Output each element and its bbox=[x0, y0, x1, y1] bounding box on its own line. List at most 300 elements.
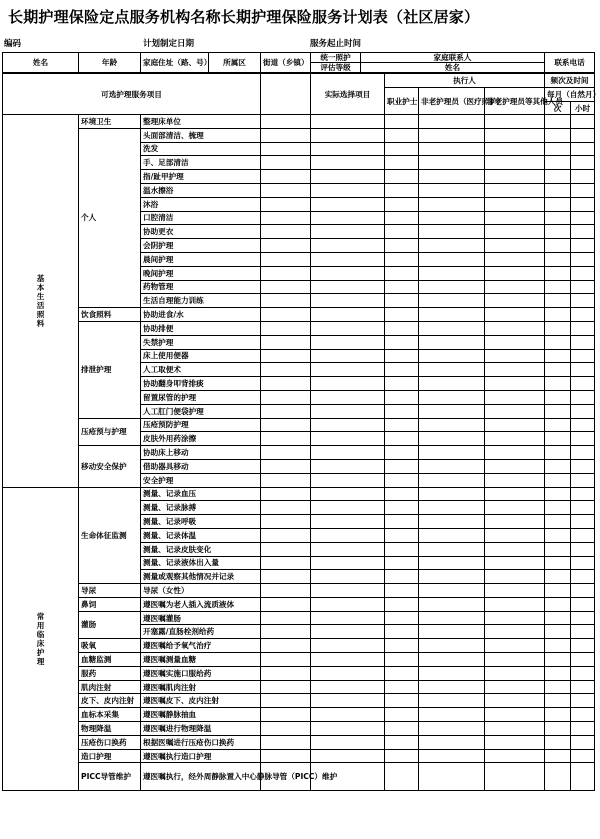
times-cell[interactable] bbox=[545, 459, 571, 473]
actual-selection-cell[interactable] bbox=[311, 377, 385, 391]
nurse-cell[interactable] bbox=[385, 501, 419, 515]
actual-selection-cell[interactable] bbox=[311, 280, 385, 294]
other-caregiver-cell[interactable] bbox=[485, 597, 545, 611]
nurse-cell[interactable] bbox=[385, 556, 419, 570]
times-cell[interactable] bbox=[545, 390, 571, 404]
other-caregiver-cell[interactable] bbox=[485, 239, 545, 253]
hours-cell[interactable] bbox=[571, 170, 595, 184]
hours-cell[interactable] bbox=[571, 487, 595, 501]
actual-selection-cell[interactable] bbox=[311, 183, 385, 197]
other-caregiver-cell[interactable] bbox=[485, 611, 545, 625]
nurse-cell[interactable] bbox=[385, 377, 419, 391]
other-caregiver-cell[interactable] bbox=[485, 708, 545, 722]
times-cell[interactable] bbox=[545, 473, 571, 487]
nonmed-caregiver-cell[interactable] bbox=[419, 763, 485, 791]
other-caregiver-cell[interactable] bbox=[485, 473, 545, 487]
hours-cell[interactable] bbox=[571, 515, 595, 529]
other-caregiver-cell[interactable] bbox=[485, 515, 545, 529]
actual-selection-cell[interactable] bbox=[311, 722, 385, 736]
hours-cell[interactable] bbox=[571, 183, 595, 197]
nonmed-caregiver-cell[interactable] bbox=[419, 446, 485, 460]
nurse-cell[interactable] bbox=[385, 142, 419, 156]
other-caregiver-cell[interactable] bbox=[485, 556, 545, 570]
other-caregiver-cell[interactable] bbox=[485, 432, 545, 446]
other-caregiver-cell[interactable] bbox=[485, 666, 545, 680]
nonmed-caregiver-cell[interactable] bbox=[419, 115, 485, 129]
nurse-cell[interactable] bbox=[385, 197, 419, 211]
nonmed-caregiver-cell[interactable] bbox=[419, 170, 485, 184]
nurse-cell[interactable] bbox=[385, 225, 419, 239]
hours-cell[interactable] bbox=[571, 639, 595, 653]
actual-selection-cell[interactable] bbox=[311, 625, 385, 639]
nonmed-caregiver-cell[interactable] bbox=[419, 225, 485, 239]
other-caregiver-cell[interactable] bbox=[485, 749, 545, 763]
times-cell[interactable] bbox=[545, 611, 571, 625]
times-cell[interactable] bbox=[545, 239, 571, 253]
times-cell[interactable] bbox=[545, 694, 571, 708]
nurse-cell[interactable] bbox=[385, 528, 419, 542]
actual-selection-cell[interactable] bbox=[311, 446, 385, 460]
actual-selection-cell[interactable] bbox=[311, 749, 385, 763]
other-caregiver-cell[interactable] bbox=[485, 542, 545, 556]
other-caregiver-cell[interactable] bbox=[485, 680, 545, 694]
service-item: 失禁护理 bbox=[141, 335, 261, 349]
nonmed-caregiver-cell[interactable] bbox=[419, 211, 485, 225]
other-caregiver-cell[interactable] bbox=[485, 694, 545, 708]
hours-cell[interactable] bbox=[571, 459, 595, 473]
nurse-cell[interactable] bbox=[385, 625, 419, 639]
service-item: 留置尿管的护理 bbox=[141, 390, 261, 404]
nurse-cell[interactable] bbox=[385, 211, 419, 225]
times-cell[interactable] bbox=[545, 142, 571, 156]
hours-cell[interactable] bbox=[571, 211, 595, 225]
nurse-cell[interactable] bbox=[385, 446, 419, 460]
hours-cell[interactable] bbox=[571, 446, 595, 460]
hours-cell[interactable] bbox=[571, 280, 595, 294]
nonmed-caregiver-cell[interactable] bbox=[419, 321, 485, 335]
nurse-cell[interactable] bbox=[385, 128, 419, 142]
nonmed-caregiver-cell[interactable] bbox=[419, 749, 485, 763]
nurse-cell[interactable] bbox=[385, 763, 419, 791]
nonmed-caregiver-cell[interactable] bbox=[419, 418, 485, 432]
times-cell[interactable] bbox=[545, 584, 571, 598]
other-caregiver-cell[interactable] bbox=[485, 570, 545, 584]
hours-cell[interactable] bbox=[571, 473, 595, 487]
times-cell[interactable] bbox=[545, 363, 571, 377]
service-item: 会阴护理 bbox=[141, 239, 261, 253]
hours-cell[interactable] bbox=[571, 625, 595, 639]
service-item: 晚间护理 bbox=[141, 266, 261, 280]
actual-selection-cell[interactable] bbox=[311, 418, 385, 432]
hours-cell[interactable] bbox=[571, 722, 595, 736]
nonmed-caregiver-cell[interactable] bbox=[419, 459, 485, 473]
spacer-cell bbox=[261, 735, 311, 749]
times-cell[interactable] bbox=[545, 680, 571, 694]
actual-selection-cell[interactable] bbox=[311, 515, 385, 529]
other-caregiver-cell[interactable] bbox=[485, 266, 545, 280]
actual-selection-cell[interactable] bbox=[311, 321, 385, 335]
hours-cell[interactable] bbox=[571, 570, 595, 584]
times-cell[interactable] bbox=[545, 625, 571, 639]
hours-cell[interactable] bbox=[571, 225, 595, 239]
actual-selection-cell[interactable] bbox=[311, 349, 385, 363]
nurse-cell[interactable] bbox=[385, 294, 419, 308]
times-cell[interactable] bbox=[545, 735, 571, 749]
other-caregiver-cell[interactable] bbox=[485, 390, 545, 404]
times-cell[interactable] bbox=[545, 156, 571, 170]
hours-cell[interactable] bbox=[571, 653, 595, 667]
nurse-cell[interactable] bbox=[385, 363, 419, 377]
hours-cell[interactable] bbox=[571, 680, 595, 694]
times-cell[interactable] bbox=[545, 597, 571, 611]
other-caregiver-cell[interactable] bbox=[485, 252, 545, 266]
times-cell[interactable] bbox=[545, 653, 571, 667]
nurse-cell[interactable] bbox=[385, 418, 419, 432]
spacer-cell bbox=[261, 653, 311, 667]
times-cell[interactable] bbox=[545, 515, 571, 529]
times-cell[interactable] bbox=[545, 542, 571, 556]
nurse-cell[interactable] bbox=[385, 156, 419, 170]
actual-selection-cell[interactable] bbox=[311, 294, 385, 308]
hours-cell[interactable] bbox=[571, 528, 595, 542]
actual-selection-cell[interactable] bbox=[311, 156, 385, 170]
nonmed-caregiver-cell[interactable] bbox=[419, 542, 485, 556]
actual-selection-cell[interactable] bbox=[311, 170, 385, 184]
times-cell[interactable] bbox=[545, 197, 571, 211]
other-caregiver-cell[interactable] bbox=[485, 377, 545, 391]
nurse-cell[interactable] bbox=[385, 252, 419, 266]
nurse-cell[interactable] bbox=[385, 459, 419, 473]
nonmed-caregiver-cell[interactable] bbox=[419, 611, 485, 625]
other-caregiver-cell[interactable] bbox=[485, 446, 545, 460]
nonmed-caregiver-cell[interactable] bbox=[419, 570, 485, 584]
nonmed-caregiver-cell[interactable] bbox=[419, 266, 485, 280]
hours-cell[interactable] bbox=[571, 708, 595, 722]
hours-cell[interactable] bbox=[571, 584, 595, 598]
times-cell[interactable] bbox=[545, 225, 571, 239]
nonmed-caregiver-cell[interactable] bbox=[419, 639, 485, 653]
other-caregiver-cell[interactable] bbox=[485, 128, 545, 142]
actual-selection-cell[interactable] bbox=[311, 211, 385, 225]
spacer-cell bbox=[261, 280, 311, 294]
nonmed-caregiver-cell[interactable] bbox=[419, 335, 485, 349]
nurse-cell[interactable] bbox=[385, 708, 419, 722]
times-cell[interactable] bbox=[545, 266, 571, 280]
actual-selection-cell[interactable] bbox=[311, 459, 385, 473]
nonmed-caregiver-cell[interactable] bbox=[419, 625, 485, 639]
nonmed-caregiver-cell[interactable] bbox=[419, 142, 485, 156]
nurse-cell[interactable] bbox=[385, 170, 419, 184]
times-cell[interactable] bbox=[545, 708, 571, 722]
times-cell[interactable] bbox=[545, 666, 571, 680]
actual-selection-cell[interactable] bbox=[311, 239, 385, 253]
nonmed-caregiver-cell[interactable] bbox=[419, 556, 485, 570]
actual-selection-cell[interactable] bbox=[311, 666, 385, 680]
hours-cell[interactable] bbox=[571, 694, 595, 708]
hours-cell[interactable] bbox=[571, 266, 595, 280]
other-caregiver-cell[interactable] bbox=[485, 501, 545, 515]
nurse-cell[interactable] bbox=[385, 611, 419, 625]
actual-selection-cell[interactable] bbox=[311, 597, 385, 611]
nonmed-caregiver-cell[interactable] bbox=[419, 432, 485, 446]
nonmed-caregiver-cell[interactable] bbox=[419, 473, 485, 487]
nonmed-caregiver-cell[interactable] bbox=[419, 515, 485, 529]
times-cell[interactable] bbox=[545, 335, 571, 349]
hours-cell[interactable] bbox=[571, 735, 595, 749]
nurse-cell[interactable] bbox=[385, 183, 419, 197]
hours-cell[interactable] bbox=[571, 749, 595, 763]
nonmed-caregiver-cell[interactable] bbox=[419, 666, 485, 680]
nurse-cell[interactable] bbox=[385, 432, 419, 446]
hours-cell[interactable] bbox=[571, 501, 595, 515]
hours-cell[interactable] bbox=[571, 542, 595, 556]
actual-selection-cell[interactable] bbox=[311, 528, 385, 542]
actual-selection-cell[interactable] bbox=[311, 556, 385, 570]
actual-selection-cell[interactable] bbox=[311, 404, 385, 418]
hours-cell[interactable] bbox=[571, 556, 595, 570]
other-caregiver-cell[interactable] bbox=[485, 335, 545, 349]
times-cell[interactable] bbox=[545, 639, 571, 653]
nurse-cell[interactable] bbox=[385, 321, 419, 335]
nurse-cell[interactable] bbox=[385, 308, 419, 322]
actual-selection-cell[interactable] bbox=[311, 197, 385, 211]
hours-cell[interactable] bbox=[571, 294, 595, 308]
nonmed-caregiver-cell[interactable] bbox=[419, 128, 485, 142]
actual-selection-cell[interactable] bbox=[311, 142, 385, 156]
times-cell[interactable] bbox=[545, 404, 571, 418]
nonmed-caregiver-cell[interactable] bbox=[419, 280, 485, 294]
hours-cell[interactable] bbox=[571, 335, 595, 349]
nurse-cell[interactable] bbox=[385, 722, 419, 736]
nurse-cell[interactable] bbox=[385, 542, 419, 556]
nurse-cell[interactable] bbox=[385, 349, 419, 363]
hours-cell[interactable] bbox=[571, 404, 595, 418]
other-caregiver-cell[interactable] bbox=[485, 321, 545, 335]
other-caregiver-cell[interactable] bbox=[485, 459, 545, 473]
nurse-cell[interactable] bbox=[385, 639, 419, 653]
other-caregiver-cell[interactable] bbox=[485, 294, 545, 308]
hours-cell[interactable] bbox=[571, 156, 595, 170]
other-caregiver-cell[interactable] bbox=[485, 404, 545, 418]
hours-cell[interactable] bbox=[571, 115, 595, 129]
nurse-cell[interactable] bbox=[385, 115, 419, 129]
actual-selection-cell[interactable] bbox=[311, 653, 385, 667]
other-caregiver-cell[interactable] bbox=[485, 183, 545, 197]
hours-cell[interactable] bbox=[571, 197, 595, 211]
nurse-cell[interactable] bbox=[385, 266, 419, 280]
actual-selection-cell[interactable] bbox=[311, 680, 385, 694]
actual-selection-cell[interactable] bbox=[311, 708, 385, 722]
nonmed-caregiver-cell[interactable] bbox=[419, 349, 485, 363]
other-caregiver-cell[interactable] bbox=[485, 170, 545, 184]
spacer-cell bbox=[261, 239, 311, 253]
actual-selection-cell[interactable] bbox=[311, 308, 385, 322]
nurse-cell[interactable] bbox=[385, 335, 419, 349]
hours-cell[interactable] bbox=[571, 597, 595, 611]
actual-selection-cell[interactable] bbox=[311, 363, 385, 377]
nurse-cell[interactable] bbox=[385, 515, 419, 529]
times-cell[interactable] bbox=[545, 501, 571, 515]
hours-cell[interactable] bbox=[571, 418, 595, 432]
other-caregiver-cell[interactable] bbox=[485, 308, 545, 322]
times-cell[interactable] bbox=[545, 432, 571, 446]
nurse-cell[interactable] bbox=[385, 749, 419, 763]
times-cell[interactable] bbox=[545, 763, 571, 791]
hours-cell[interactable] bbox=[571, 142, 595, 156]
nonmed-caregiver-cell[interactable] bbox=[419, 722, 485, 736]
other-caregiver-cell[interactable] bbox=[485, 528, 545, 542]
other-caregiver-cell[interactable] bbox=[485, 639, 545, 653]
nonmed-caregiver-cell[interactable] bbox=[419, 294, 485, 308]
nurse-cell[interactable] bbox=[385, 570, 419, 584]
nurse-cell[interactable] bbox=[385, 280, 419, 294]
times-cell[interactable] bbox=[545, 446, 571, 460]
nonmed-caregiver-cell[interactable] bbox=[419, 404, 485, 418]
actual-selection-cell[interactable] bbox=[311, 252, 385, 266]
nurse-cell[interactable] bbox=[385, 404, 419, 418]
nonmed-caregiver-cell[interactable] bbox=[419, 197, 485, 211]
actual-selection-cell[interactable] bbox=[311, 390, 385, 404]
actual-selection-cell[interactable] bbox=[311, 611, 385, 625]
actual-selection-cell[interactable] bbox=[311, 128, 385, 142]
nonmed-caregiver-cell[interactable] bbox=[419, 584, 485, 598]
spacer-cell bbox=[261, 197, 311, 211]
actual-selection-cell[interactable] bbox=[311, 694, 385, 708]
nonmed-caregiver-cell[interactable] bbox=[419, 308, 485, 322]
hours-cell[interactable] bbox=[571, 349, 595, 363]
actual-selection-cell[interactable] bbox=[311, 542, 385, 556]
other-caregiver-cell[interactable] bbox=[485, 211, 545, 225]
nurse-cell[interactable] bbox=[385, 735, 419, 749]
actual-selection-cell[interactable] bbox=[311, 266, 385, 280]
other-caregiver-cell[interactable] bbox=[485, 142, 545, 156]
times-cell[interactable] bbox=[545, 349, 571, 363]
service-item: 头面部清洁、梳理 bbox=[141, 128, 261, 142]
nonmed-caregiver-cell[interactable] bbox=[419, 390, 485, 404]
times-cell[interactable] bbox=[545, 418, 571, 432]
other-caregiver-cell[interactable] bbox=[485, 418, 545, 432]
actual-selection-cell[interactable] bbox=[311, 735, 385, 749]
hours-cell[interactable] bbox=[571, 432, 595, 446]
nonmed-caregiver-cell[interactable] bbox=[419, 735, 485, 749]
actual-selection-cell[interactable] bbox=[311, 584, 385, 598]
times-cell[interactable] bbox=[545, 570, 571, 584]
hours-cell[interactable] bbox=[571, 666, 595, 680]
other-caregiver-cell[interactable] bbox=[485, 225, 545, 239]
hours-cell[interactable] bbox=[571, 611, 595, 625]
times-cell[interactable] bbox=[545, 183, 571, 197]
times-cell[interactable] bbox=[545, 487, 571, 501]
nonmed-caregiver-cell[interactable] bbox=[419, 377, 485, 391]
hours-cell[interactable] bbox=[571, 308, 595, 322]
nonmed-caregiver-cell[interactable] bbox=[419, 597, 485, 611]
service-item: 协助床上移动 bbox=[141, 446, 261, 460]
times-cell[interactable] bbox=[545, 321, 571, 335]
other-caregiver-cell[interactable] bbox=[485, 653, 545, 667]
times-cell[interactable] bbox=[545, 280, 571, 294]
nurse-cell[interactable] bbox=[385, 473, 419, 487]
actual-selection-cell[interactable] bbox=[311, 501, 385, 515]
nonmed-caregiver-cell[interactable] bbox=[419, 239, 485, 253]
nurse-cell[interactable] bbox=[385, 694, 419, 708]
nurse-cell[interactable] bbox=[385, 680, 419, 694]
other-caregiver-cell[interactable] bbox=[485, 722, 545, 736]
nonmed-caregiver-cell[interactable] bbox=[419, 708, 485, 722]
nurse-cell[interactable] bbox=[385, 584, 419, 598]
times-cell[interactable] bbox=[545, 128, 571, 142]
times-cell[interactable] bbox=[545, 170, 571, 184]
nonmed-caregiver-cell[interactable] bbox=[419, 363, 485, 377]
hours-cell[interactable] bbox=[571, 377, 595, 391]
nonmed-caregiver-cell[interactable] bbox=[419, 653, 485, 667]
nurse-cell[interactable] bbox=[385, 390, 419, 404]
other-caregiver-cell[interactable] bbox=[485, 197, 545, 211]
other-caregiver-cell[interactable] bbox=[485, 115, 545, 129]
hours-cell[interactable] bbox=[571, 763, 595, 791]
hours-cell[interactable] bbox=[571, 252, 595, 266]
hours-cell[interactable] bbox=[571, 321, 595, 335]
actual-selection-cell[interactable] bbox=[311, 487, 385, 501]
times-cell[interactable] bbox=[545, 528, 571, 542]
nurse-cell[interactable] bbox=[385, 653, 419, 667]
hours-cell[interactable] bbox=[571, 239, 595, 253]
times-cell[interactable] bbox=[545, 556, 571, 570]
nonmed-caregiver-cell[interactable] bbox=[419, 252, 485, 266]
times-cell[interactable] bbox=[545, 308, 571, 322]
actual-selection-cell[interactable] bbox=[311, 473, 385, 487]
nonmed-caregiver-cell[interactable] bbox=[419, 156, 485, 170]
other-caregiver-cell[interactable] bbox=[485, 156, 545, 170]
nurse-cell[interactable] bbox=[385, 487, 419, 501]
nonmed-caregiver-cell[interactable] bbox=[419, 528, 485, 542]
other-caregiver-cell[interactable] bbox=[485, 487, 545, 501]
times-cell[interactable] bbox=[545, 115, 571, 129]
other-caregiver-cell[interactable] bbox=[485, 763, 545, 791]
times-cell[interactable] bbox=[545, 294, 571, 308]
nurse-cell[interactable] bbox=[385, 239, 419, 253]
times-cell[interactable] bbox=[545, 211, 571, 225]
other-caregiver-cell[interactable] bbox=[485, 363, 545, 377]
actual-selection-cell[interactable] bbox=[311, 570, 385, 584]
hours-cell[interactable] bbox=[571, 128, 595, 142]
nurse-cell[interactable] bbox=[385, 597, 419, 611]
actual-selection-cell[interactable] bbox=[311, 115, 385, 129]
other-caregiver-cell[interactable] bbox=[485, 584, 545, 598]
actual-selection-cell[interactable] bbox=[311, 639, 385, 653]
nonmed-caregiver-cell[interactable] bbox=[419, 680, 485, 694]
times-cell[interactable] bbox=[545, 252, 571, 266]
actual-selection-cell[interactable] bbox=[311, 432, 385, 446]
nonmed-caregiver-cell[interactable] bbox=[419, 183, 485, 197]
actual-selection-cell[interactable] bbox=[311, 225, 385, 239]
nurse-cell[interactable] bbox=[385, 666, 419, 680]
service-item: 整理床单位 bbox=[141, 115, 261, 129]
times-cell[interactable] bbox=[545, 749, 571, 763]
times-cell[interactable] bbox=[545, 377, 571, 391]
nonmed-caregiver-cell[interactable] bbox=[419, 694, 485, 708]
other-caregiver-cell[interactable] bbox=[485, 735, 545, 749]
other-caregiver-cell[interactable] bbox=[485, 280, 545, 294]
hours-cell[interactable] bbox=[571, 390, 595, 404]
hours-cell[interactable] bbox=[571, 363, 595, 377]
other-caregiver-cell[interactable] bbox=[485, 625, 545, 639]
actual-selection-cell[interactable] bbox=[311, 335, 385, 349]
nonmed-caregiver-cell[interactable] bbox=[419, 487, 485, 501]
service-item: 遵医嘱静脉抽血 bbox=[141, 708, 261, 722]
times-cell[interactable] bbox=[545, 722, 571, 736]
other-caregiver-cell[interactable] bbox=[485, 349, 545, 363]
nonmed-caregiver-cell[interactable] bbox=[419, 501, 485, 515]
